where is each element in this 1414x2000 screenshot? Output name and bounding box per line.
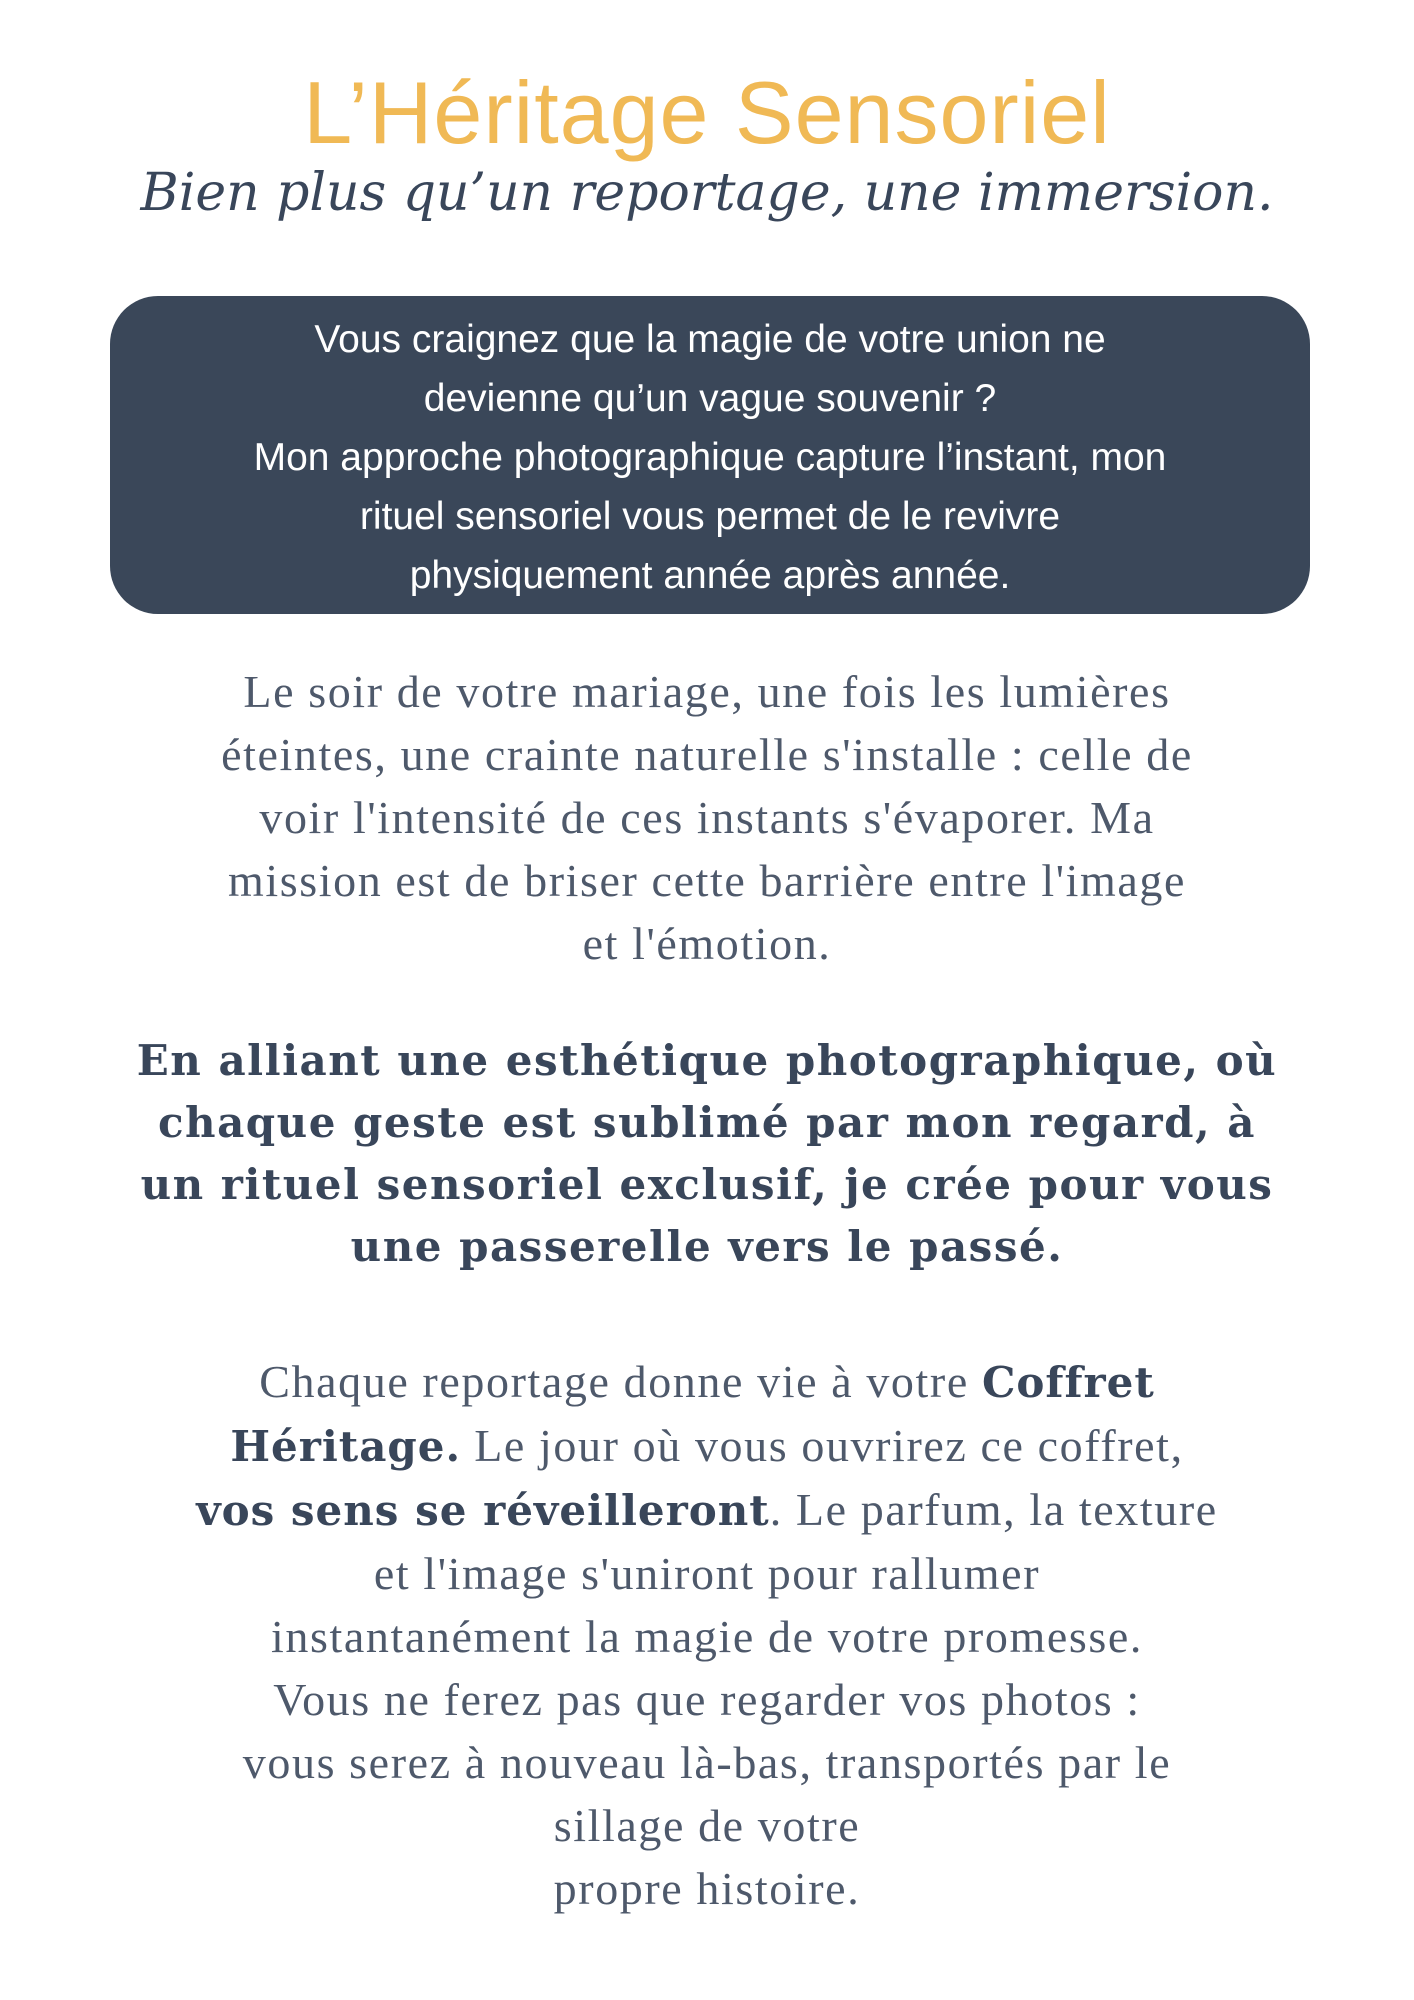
text-run: . Le parfum, la texture	[769, 1484, 1218, 1535]
paragraph-approach	[100, 1030, 1314, 1278]
paragraph-line: chaque geste est sublimé par mon regard, à	[157, 1098, 1256, 1147]
paragraph-line: instantanément la magie de votre promesse.	[271, 1611, 1143, 1662]
paragraph-line: vous serez à nouveau là-bas, transportés par le	[242, 1737, 1172, 1788]
paragraph-line	[100, 1414, 1314, 1478]
paragraph-line: En alliant une esthétique photographique, où	[136, 1036, 1278, 1085]
paragraph-line: Le soir de votre mariage, une fois les lumières	[243, 666, 1171, 717]
paragraph-line: Vous ne ferez pas que regarder vos photos :	[273, 1674, 1141, 1725]
paragraph-line: voir l'intensité de ces instants s'évaporer. Ma	[259, 792, 1155, 843]
intro-line: physiquement année après année.	[409, 554, 1011, 597]
paragraph-line	[100, 1478, 1314, 1542]
text-run: Le jour où vous ouvrirez ce coffret,	[461, 1420, 1184, 1471]
paragraph-line: éteintes, une crainte naturelle s'installe : celle de	[221, 729, 1193, 780]
paragraph-line: et l'émotion.	[582, 918, 832, 969]
paragraph-line: un rituel sensoriel exclusif, je crée pour vous	[140, 1160, 1274, 1209]
intro-line: rituel sensoriel vous permet de le revivre	[359, 495, 1061, 538]
paragraph-coffret	[100, 1350, 1314, 1920]
page-subtitle: Bien plus qu’un reportage, une immersion.	[140, 163, 1274, 223]
intro-line: devienne qu’un vague souvenir ?	[423, 377, 997, 420]
paragraph-mission	[100, 660, 1314, 975]
bold-coffret: Coffret	[981, 1358, 1155, 1407]
paragraph-line: une passerelle vers le passé.	[350, 1222, 1064, 1271]
intro-line: Vous craignez que la magie de votre union ne	[314, 318, 1106, 361]
paragraph-line: et l'image s'uniront pour rallumer	[373, 1548, 1041, 1599]
page-title: L’Héritage Sensoriel	[303, 63, 1111, 162]
intro-box	[110, 296, 1310, 614]
intro-line: Mon approche photographique capture l’instant, mon	[253, 436, 1167, 479]
bold-sens: vos sens se réveilleront	[196, 1486, 770, 1535]
paragraph-line: sillage de votre	[553, 1800, 861, 1851]
paragraph-line: mission est de briser cette barrière entre l'image	[227, 855, 1187, 906]
paragraph-line: propre histoire.	[553, 1863, 861, 1914]
bold-heritage: Héritage.	[230, 1422, 462, 1471]
paragraph-line	[100, 1350, 1314, 1414]
text-run: Chaque reportage donne vie à votre	[259, 1356, 982, 1407]
